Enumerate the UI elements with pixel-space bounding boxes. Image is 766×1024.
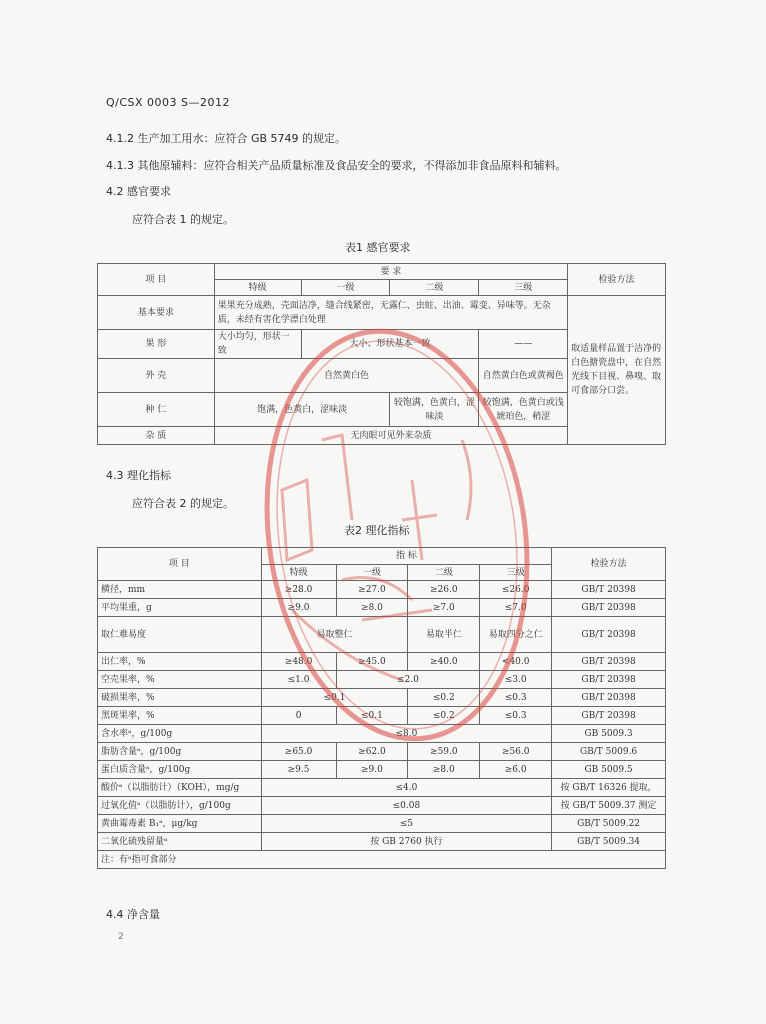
t1-header-method: 检验方法 (568, 264, 666, 296)
t2-row-name: 二氧化硫残留量ᵃ (98, 833, 262, 851)
table1-caption: 表1 感官要求 (345, 241, 411, 254)
section-4-3-text: 应符合表 2 的规定。 (132, 497, 234, 510)
t2-cell: ≤0.08 (261, 797, 552, 815)
t2-row-name: 酸价ᵃ（以脂肪计）（KOH），mg/g (98, 779, 262, 797)
t2-cell: ≥65.0 (261, 743, 336, 761)
t1-header-item: 项 目 (98, 264, 215, 296)
t2-method: GB/T 5009.6 (552, 743, 666, 761)
t1-grade-3: 二级 (390, 280, 479, 296)
t2-cell: ≥62.0 (336, 743, 408, 761)
t1-row-kernel-b: 较饱满，色黄白，涩味淡 (390, 393, 479, 427)
t2-cell: ≤26.0 (480, 581, 552, 599)
section-4-1-2: 4.1.2 生产加工用水：应符合 GB 5749 的规定。 (106, 132, 347, 145)
t1-row-shell-b: 自然黄白色或黄褐色 (479, 359, 568, 393)
t2-method: 按 GB/T 16326 提取， (552, 779, 666, 797)
section-4-4-heading: 4.4 净含量 (106, 908, 160, 921)
t2-method: GB 5009.3 (552, 725, 666, 743)
t1-grade-4: 三级 (479, 280, 568, 296)
t2-method: GB/T 20398 (552, 707, 666, 725)
section-4-3-heading: 4.3 理化指标 (106, 469, 171, 482)
t2-grade-3: 二级 (408, 565, 480, 581)
t1-row-shell-a: 自然黄白色 (214, 359, 479, 393)
t2-cell: ≥28.0 (261, 581, 336, 599)
t2-method: 按 GB/T 5009.37 测定 (552, 797, 666, 815)
t2-cell: ≥9.5 (261, 761, 336, 779)
t2-row-name: 破损果率，% (98, 689, 262, 707)
t2-method: GB/T 20398 (552, 581, 666, 599)
t1-row-impurity-value: 无肉眼可见外来杂质 (214, 427, 567, 445)
t2-row-name: 过氧化值ᵃ（以脂肪计），g/100g (98, 797, 262, 815)
t1-row-shape-b: 大小、形状基本一致 (301, 330, 479, 359)
t2-row-name: 脂肪含量ᵃ，g/100g (98, 743, 262, 761)
t2-grade-2: 一级 (336, 565, 408, 581)
t2-method: GB/T 20398 (552, 689, 666, 707)
t2-cell: ≤0.2 (408, 689, 480, 707)
t2-cell: ≥56.0 (480, 743, 552, 761)
t2-row-name: 蛋白质含量ᵃ，g/100g (98, 761, 262, 779)
physicochemical-table (97, 547, 666, 869)
t2-cell: ≥48.0 (261, 653, 336, 671)
t1-row-kernel-name: 种 仁 (98, 393, 215, 427)
t2-row-name: 取仁难易度 (98, 617, 262, 653)
t2-row-name: 横径，mm (98, 581, 262, 599)
t1-method: 取适量样品置于洁净的白色搪瓷盘中，在自然光线下目视、鼻嗅、取可食部分口尝。 (568, 296, 666, 445)
t1-row-shape-a: 大小均匀，形状一致 (214, 330, 301, 359)
t2-method: GB/T 20398 (552, 599, 666, 617)
t1-row-kernel-c: 较饱满，色黄白或浅琥珀色，稍涩 (479, 393, 568, 427)
t2-header-index: 指 标 (261, 548, 552, 565)
t1-row-shape-c: —— (479, 330, 568, 359)
t2-method: GB/T 20398 (552, 617, 666, 653)
t2-note: 注：有ᵃ指可食部分 (98, 851, 666, 869)
t2-row-name: 含水率ᵃ，g/100g (98, 725, 262, 743)
t2-cell: <40.0 (480, 653, 552, 671)
t1-grade-2: 一级 (301, 280, 390, 296)
t2-cell: ≤0.1 (261, 689, 408, 707)
t2-row-name: 黄曲霉毒素 B₁ᵃ，μg/kg (98, 815, 262, 833)
t2-cell: ≥59.0 (408, 743, 480, 761)
t1-row-impurity-name: 杂 质 (98, 427, 215, 445)
t2-cell: ≥8.0 (336, 599, 408, 617)
t2-grade-4: 三级 (480, 565, 552, 581)
t2-cell: ≤0.3 (480, 689, 552, 707)
t2-cell: ≥40.0 (408, 653, 480, 671)
t2-cell: ≤4.0 (261, 779, 552, 797)
table2-caption: 表2 理化指标 (344, 524, 410, 537)
t2-row-name: 黑斑果率，% (98, 707, 262, 725)
t2-cell: ≤7.0 (480, 599, 552, 617)
t2-method: GB/T 5009.34 (552, 833, 666, 851)
t2-row-name: 平均果重，g (98, 599, 262, 617)
t2-cell: 易取整仁 (261, 617, 408, 653)
t2-cell: ≤5 (261, 815, 552, 833)
t2-row-name: 出仁率，% (98, 653, 262, 671)
t2-header-method: 检验方法 (552, 548, 666, 581)
t2-cell: ≥27.0 (336, 581, 408, 599)
t2-row-name: 空壳果率，% (98, 671, 262, 689)
section-4-2-heading: 4.2 感官要求 (106, 185, 171, 198)
t1-row-shell-name: 外 壳 (98, 359, 215, 393)
t2-cell: ≤0.3 (480, 707, 552, 725)
t2-cell: ≥26.0 (408, 581, 480, 599)
t2-method: GB 5009.5 (552, 761, 666, 779)
page-number: 2 (118, 932, 124, 942)
t1-header-req: 要 求 (214, 264, 567, 280)
t2-cell: ≥8.0 (408, 761, 480, 779)
standard-code: Q/CSX 0003 S—2012 (106, 96, 231, 109)
t1-row-shape-name: 果 形 (98, 330, 215, 359)
t2-cell: ≥7.0 (408, 599, 480, 617)
t2-method: GB/T 20398 (552, 653, 666, 671)
t2-cell: ≤8.0 (261, 725, 552, 743)
t1-grade-1: 特级 (214, 280, 301, 296)
t2-cell: ≥45.0 (336, 653, 408, 671)
t2-cell: ≥9.0 (336, 761, 408, 779)
t2-cell: 0 (261, 707, 336, 725)
t1-row-basic-name: 基本要求 (98, 296, 215, 330)
t2-cell: ≤0.2 (408, 707, 480, 725)
t2-cell: ≥9.0 (261, 599, 336, 617)
t2-cell: 易取四分之仁 (480, 617, 552, 653)
t2-cell: ≤2.0 (336, 671, 480, 689)
sensory-table (97, 263, 666, 445)
t2-header-item: 项 目 (98, 548, 262, 581)
section-4-1-3: 4.1.3 其他原辅料：应符合相关产品质量标准及食品安全的要求，不得添加非食品原料和辅料。 (106, 159, 567, 172)
t2-cell: ≤3.0 (480, 671, 552, 689)
section-4-2-text: 应符合表 1 的规定。 (132, 213, 234, 226)
t2-grade-1: 特级 (261, 565, 336, 581)
t2-method: GB/T 5009.22 (552, 815, 666, 833)
t2-cell: ≥6.0 (480, 761, 552, 779)
t2-cell: ≤1.0 (261, 671, 336, 689)
t2-method: GB/T 20398 (552, 671, 666, 689)
t2-cell: 按 GB 2760 执行 (261, 833, 552, 851)
t2-cell: ≤0.1 (336, 707, 408, 725)
t1-row-kernel-a: 饱满，色黄白，涩味淡 (214, 393, 390, 427)
t1-row-basic-value: 果果充分成熟，壳面洁净，缝合线紧密，无露仁、虫蛀、出油、霉变、异味等。无杂质，未经有害化学漂白处理 (214, 296, 567, 330)
t2-cell: 易取半仁 (408, 617, 480, 653)
